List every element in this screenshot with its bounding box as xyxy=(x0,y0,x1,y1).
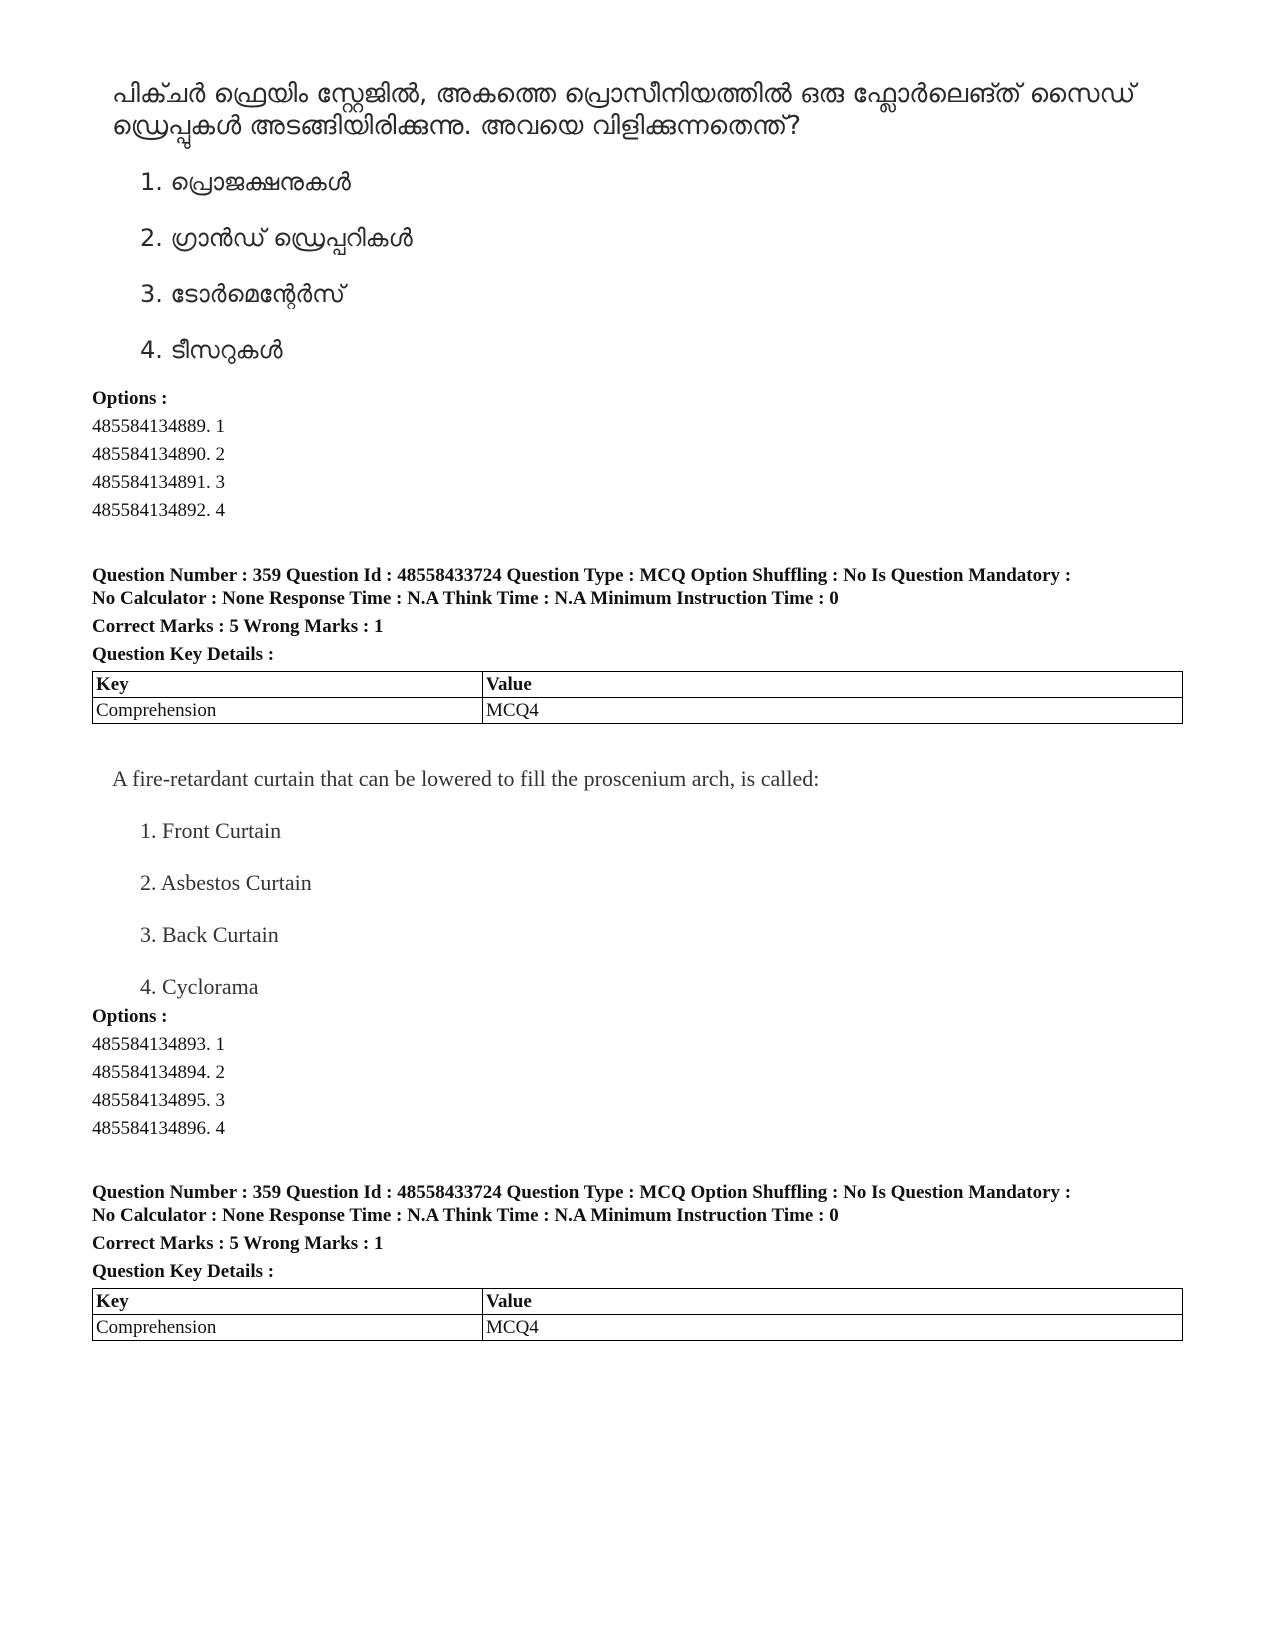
choice-3: 3. Back Curtain xyxy=(140,922,279,947)
table-cell-key: Comprehension xyxy=(93,698,483,724)
option-id-3: 485584134891. 3 xyxy=(92,472,225,493)
table-header-value: Value xyxy=(483,672,1183,698)
option-id-2: 485584134890. 2 xyxy=(92,444,225,465)
question-text-english: A fire-retardant curtain that can be lowered to fill the proscenium arch, is called: xyxy=(112,766,820,791)
question-meta xyxy=(92,564,1192,610)
key-details-table xyxy=(92,671,1183,724)
option-id-1: 485584134893. 1 xyxy=(92,1034,225,1055)
table-header-row xyxy=(93,672,1183,698)
table-row xyxy=(93,698,1183,724)
key-details-label: Question Key Details : xyxy=(92,644,275,665)
option-id-1: 485584134889. 1 xyxy=(92,416,225,437)
option-id-4: 485584134892. 4 xyxy=(92,500,225,521)
marks-line: Correct Marks : 5 Wrong Marks : 1 xyxy=(92,1233,384,1254)
table-header-row xyxy=(93,1289,1183,1315)
question-meta-line-2: No Calculator : None Response Time : N.A Think Time : N.A Minimum Instruction Time : 0 xyxy=(92,588,839,609)
key-details-table xyxy=(92,1288,1183,1341)
key-details-label: Question Key Details : xyxy=(92,1261,275,1282)
question-meta-line-1: Question Number : 359 Question Id : 48558433724 Question Type : MCQ Option Shuffling : No Is Question Mandatory : xyxy=(92,1182,1072,1203)
question-meta xyxy=(92,1181,1192,1227)
table-cell-key: Comprehension xyxy=(93,1315,483,1341)
table-header-key: Key xyxy=(93,1289,483,1315)
option-id-3: 485584134895. 3 xyxy=(92,1090,225,1111)
table-row xyxy=(93,1315,1183,1341)
choice-2: 2. Asbestos Curtain xyxy=(140,870,312,895)
choice-4: 4. ടീസറുകൾ xyxy=(140,336,283,364)
table-header-key: Key xyxy=(93,672,483,698)
option-id-4: 485584134896. 4 xyxy=(92,1118,225,1139)
choice-1: 1. Front Curtain xyxy=(140,818,282,843)
choice-1: 1. പ്രൊജക്ഷനുകൾ xyxy=(140,168,351,196)
question-meta-line-1: Question Number : 359 Question Id : 48558433724 Question Type : MCQ Option Shuffling : No Is Question Mandatory : xyxy=(92,565,1072,586)
marks-line: Correct Marks : 5 Wrong Marks : 1 xyxy=(92,616,384,637)
question-meta-line-2: No Calculator : None Response Time : N.A Think Time : N.A Minimum Instruction Time : 0 xyxy=(92,1205,839,1226)
table-cell-value: MCQ4 xyxy=(483,1315,1183,1341)
table-cell-value: MCQ4 xyxy=(483,698,1183,724)
option-id-2: 485584134894. 2 xyxy=(92,1062,225,1083)
options-label: Options : xyxy=(92,1006,168,1027)
table-header-value: Value xyxy=(483,1289,1183,1315)
options-label: Options : xyxy=(92,388,168,409)
choice-4: 4. Cyclorama xyxy=(140,974,259,999)
question-text-malayalam: പിക്ചർ ഫ്രെയിം സ്റ്റേജിൽ, അകത്തെ പ്രൊസീനിയത്തിൽ ഒരു ഫ്ലോർലെങ്ത് സൈഡ് ഡ്രെപ്പുകൾ അടങ്ങിയിരിക്കുന്നു. അവയെ വിളിക്കുന്നതെന്ത്? xyxy=(112,79,1136,141)
choice-3: 3. ടോർമെന്റേർസ് xyxy=(140,280,346,308)
choice-2: 2. ഗ്രാൻഡ് ഡ്രെപ്പറികൾ xyxy=(140,224,413,252)
